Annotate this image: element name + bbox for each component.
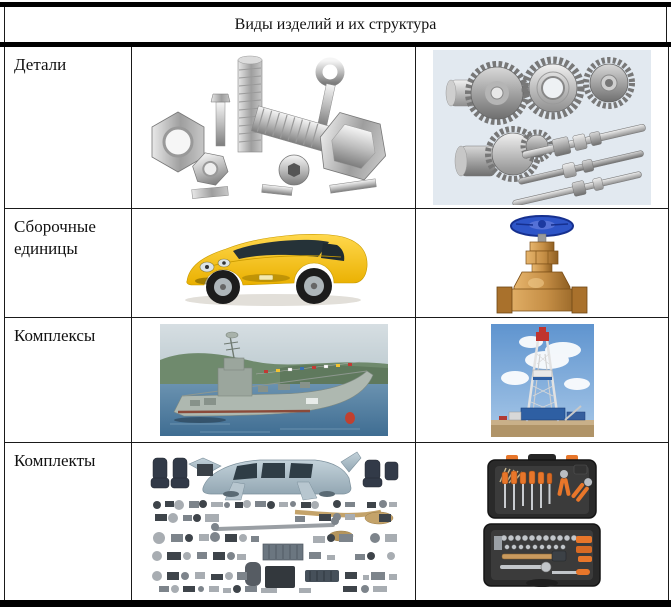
row-label-text: Комплекты (14, 451, 96, 470)
tool-kit-photo (472, 452, 612, 592)
table-title-row (4, 7, 667, 42)
row-label-text: Комплексы (14, 326, 96, 345)
cell-assembly-example-2 (416, 209, 668, 318)
cell-kits-example-2 (416, 443, 668, 600)
row-label-complexes (5, 318, 132, 443)
cell-complexes-example-1 (132, 318, 416, 443)
drilling-rig-photo (491, 324, 594, 437)
metal-fasteners-photo (134, 50, 414, 205)
table-title: Виды изделий и их структура (234, 15, 437, 33)
products-table (4, 47, 669, 600)
cell-assembly-example-1 (132, 209, 416, 318)
gears-and-shafts-photo (433, 50, 651, 205)
brass-valve-photo (492, 211, 592, 316)
row-label-kits (5, 443, 132, 600)
row-label-assembly-units (5, 209, 132, 318)
cell-kits-example-1 (132, 443, 416, 600)
table-bottom-border (0, 600, 671, 607)
cell-details-example-2 (416, 47, 668, 209)
yellow-sports-car-photo (171, 217, 376, 309)
cell-details-example-1 (132, 47, 416, 209)
row-label-details (5, 47, 132, 209)
aircraft-carrier-photo (160, 324, 388, 436)
cell-complexes-example-2 (416, 318, 668, 443)
car-parts-exploded-photo (145, 448, 403, 596)
row-label-text: Детали (14, 55, 67, 74)
row-label-text: Сборочные единицы (14, 217, 96, 259)
